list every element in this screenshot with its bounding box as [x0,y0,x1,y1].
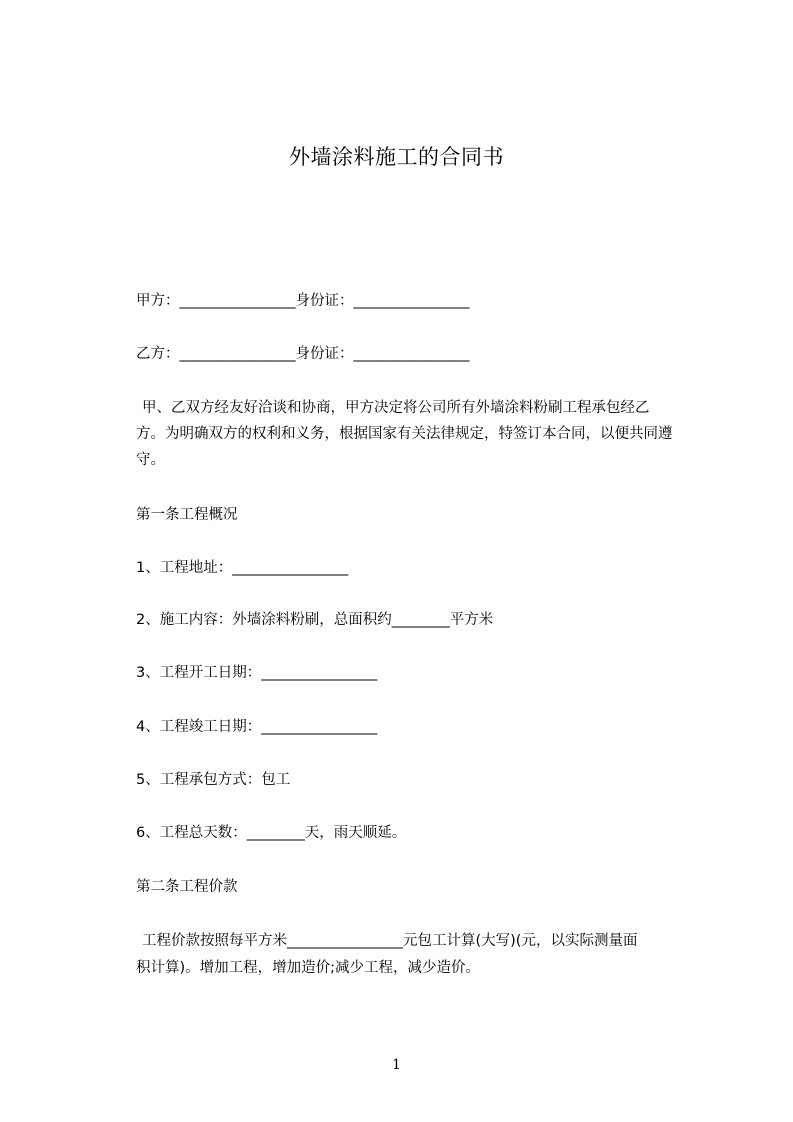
article-2-heading: 第二条工程价款 [136,879,238,895]
item-2-content: 2、施工内容：外墙涂料粉刷，总面积约________平方米 [136,612,494,628]
intro-line-2: 方。为明确双方的权利和义务，根据国家有关法律规定，特签订本合同，以便共同遵 [136,426,673,442]
item-5-contract-mode: 5、工程承包方式：包工 [136,772,291,788]
party-a-line: 甲方：________________身份证：________________ [136,293,470,309]
price-line-1: 工程价款按照每平方米________________元包工计算(大写)(元，以实际测量面 [142,933,638,949]
intro-line-3: 守。 [136,452,165,468]
party-b-line: 乙方：________________身份证：________________ [136,346,470,362]
article-1-heading: 第一条工程概况 [136,507,238,523]
page-number: 1 [392,1057,401,1073]
item-3-start-date: 3、工程开工日期：________________ [136,665,378,681]
item-6-total-days: 6、工程总天数：________天，雨天顺延。 [136,825,407,841]
item-1-address: 1、工程地址：________________ [136,560,349,576]
item-4-end-date: 4、工程竣工日期：________________ [136,719,378,735]
price-line-2: 积计算)。增加工程，增加造价;减少工程，减少造价。 [136,960,481,976]
document-title: 外墙涂料施工的合同书 [289,145,504,169]
intro-line-1: 甲、乙双方经友好洽谈和协商，甲方决定将公司所有外墙涂料粉刷工程承包经乙 [142,400,650,416]
